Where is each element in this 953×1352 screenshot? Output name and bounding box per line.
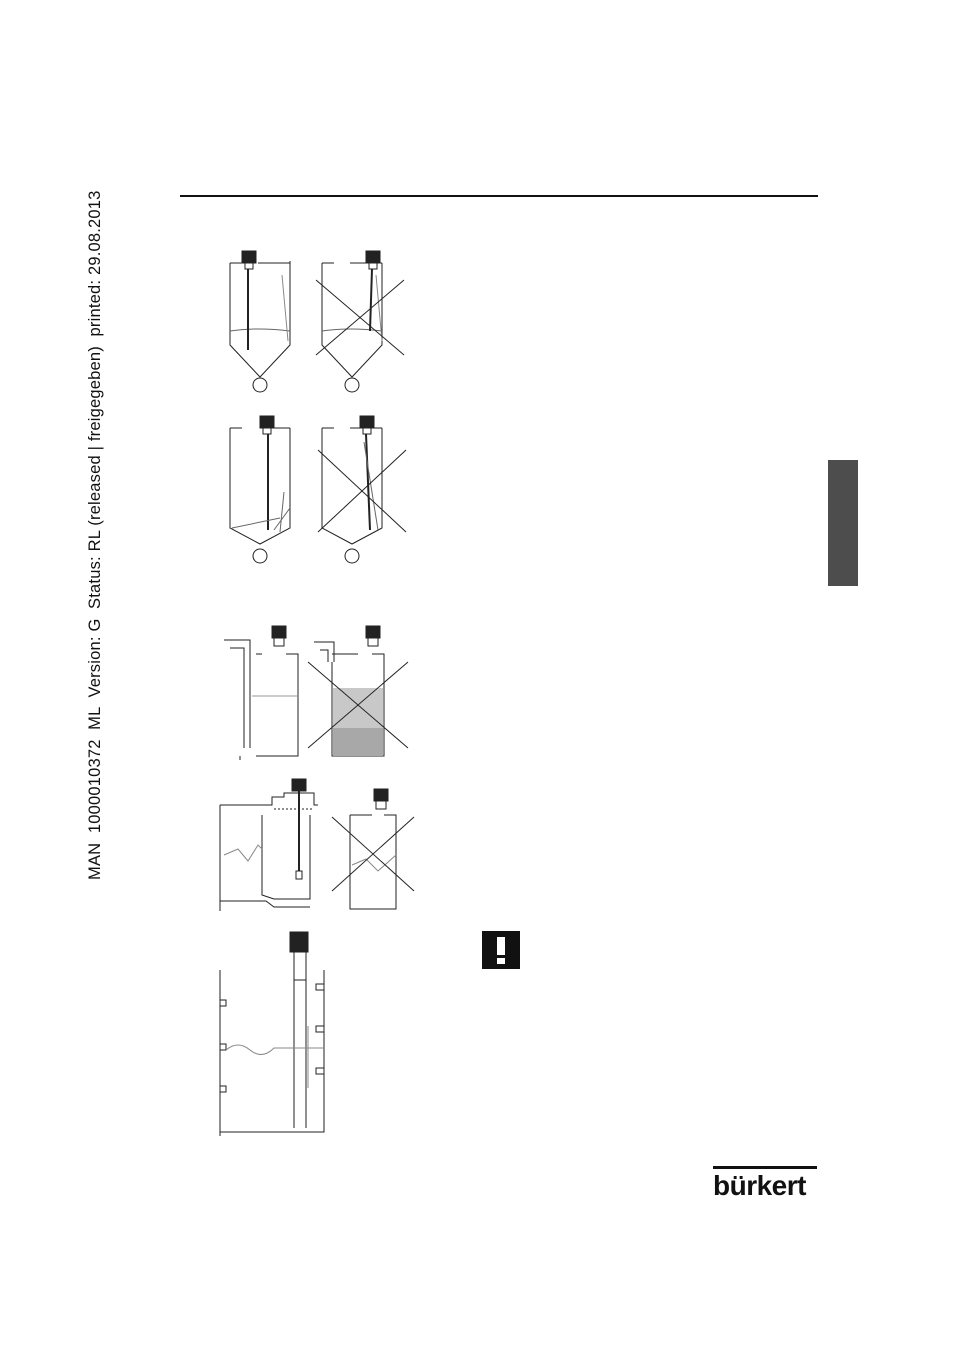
chapter-tab-marker — [828, 460, 858, 586]
tank-with-nozzle — [220, 779, 318, 911]
exclamation-warning-icon — [482, 931, 520, 969]
header-rule — [180, 195, 818, 197]
silo-wrong — [316, 251, 404, 392]
figure-inlet-and-foam — [222, 622, 412, 762]
figure-tank-with-struts — [216, 928, 336, 1140]
logo-wordmark: bürkert — [713, 1170, 806, 1201]
figure-silo-mounting-top — [228, 245, 412, 395]
silo-wrong-2 — [318, 416, 406, 563]
silo-correct — [230, 251, 290, 392]
burkert-logo — [713, 1166, 819, 1200]
tank-with-foam-wrong — [308, 626, 408, 756]
document-control-text: MAN 1000010372 ML Version: G Status: RL (released | freigegeben) printed: 29.08.2013 — [86, 190, 104, 880]
silo-correct-2 — [230, 416, 290, 563]
figure-nozzle-mounting — [218, 775, 418, 915]
tank-with-inlet — [224, 626, 298, 760]
tank-with-nozzle-wrong — [332, 789, 414, 909]
figure-silo-mounting-second — [228, 412, 412, 572]
